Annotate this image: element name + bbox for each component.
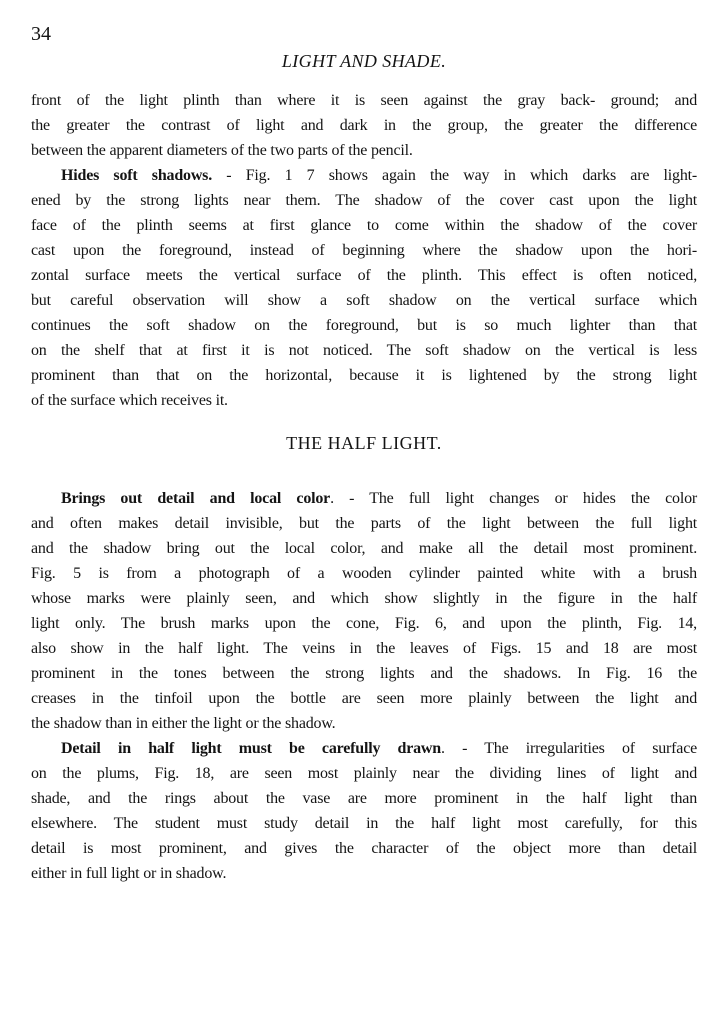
text-line: also show in the half light. The veins in the leaves of Figs. 15 and 18 are most [31, 640, 697, 657]
paragraph-lead: Hides soft shadows. [61, 167, 212, 184]
text-line: the shadow than in either the light or the shadow. [31, 715, 336, 732]
text-line [31, 486, 697, 511]
text-line: cast upon the foreground, instead of beginning where the shadow upon the hori- [31, 242, 697, 259]
text-line: and often makes detail invisible, but the parts of the light between the full light [31, 515, 697, 532]
text-line: on the shelf that at first it is not noticed. The soft shadow on the vertical is less [31, 342, 697, 359]
text-line [31, 163, 697, 188]
section-heading: THE HALF LIGHT. [286, 433, 442, 453]
paragraph-lead-rest: - Fig. 1 7 shows again the way in which darks are light- [212, 167, 697, 184]
text-line: creases in the tinfoil upon the bottle are seen more plainly between the light and [31, 690, 697, 707]
text-body [31, 88, 697, 886]
text-line: detail is most prominent, and gives the character of the object more than detail [31, 840, 697, 857]
text-line: ened by the strong lights near them. The shadow of the cover cast upon the light [31, 192, 697, 209]
text-line: front of the light plinth than where it is seen against the gray back- ground; and [31, 92, 697, 109]
text-line: face of the plinth seems at first glance to come within the shadow of the cover [31, 217, 697, 234]
text-line: either in full light or in shadow. [31, 865, 227, 882]
running-header: LIGHT AND SHADE. [281, 51, 447, 71]
paragraph-lead-rest: . - The irregularities of surface [440, 740, 697, 757]
text-line: of the surface which receives it. [31, 392, 228, 409]
page-number: 34 [31, 23, 51, 45]
text-line: Fig. 5 is from a photograph of a wooden cylinder painted white with a brush [31, 565, 697, 582]
text-line: whose marks were plainly seen, and which show slightly in the figure in the half [31, 590, 697, 607]
paragraph-continuation [31, 88, 697, 163]
text-line: between the apparent diameters of the two parts of the pencil. [31, 142, 413, 159]
text-line: the greater the contrast of light and dark in the group, the greater the difference [31, 117, 697, 134]
text-line: but careful observation will show a soft shadow on the vertical surface which [31, 292, 697, 309]
text-line: zontal surface meets the vertical surface of the plinth. This effect is often noticed, [31, 267, 697, 284]
paragraph-lead-rest: . - The full light changes or hides the color [330, 490, 697, 507]
text-line: elsewhere. The student must study detail in the half light most carefully, for this [31, 815, 697, 832]
paragraph-detail-half-light [31, 736, 697, 886]
text-line: light only. The brush marks upon the cone, Fig. 6, and upon the plinth, Fig. 14, [31, 615, 697, 632]
paragraph-lead: Brings out detail and local color [61, 490, 331, 507]
text-line [31, 736, 697, 761]
paragraph-hides-soft-shadows [31, 163, 697, 413]
text-line: on the plums, Fig. 18, are seen most plainly near the dividing lines of light and [31, 765, 697, 782]
text-line: continues the soft shadow on the foreground, but is so much lighter than that [31, 317, 697, 334]
text-line: shade, and the rings about the vase are more prominent in the half light than [31, 790, 697, 807]
text-line: and the shadow bring out the local color, and make all the detail most prominent. [31, 540, 697, 557]
paragraph-lead: Detail in half light must be carefully drawn [61, 740, 441, 757]
text-line: prominent than that on the horizontal, because it is lightened by the strong light [31, 367, 697, 384]
paragraph-brings-out-detail [31, 486, 697, 736]
text-line: prominent in the tones between the strong lights and the shadows. In Fig. 16 the [31, 665, 697, 682]
